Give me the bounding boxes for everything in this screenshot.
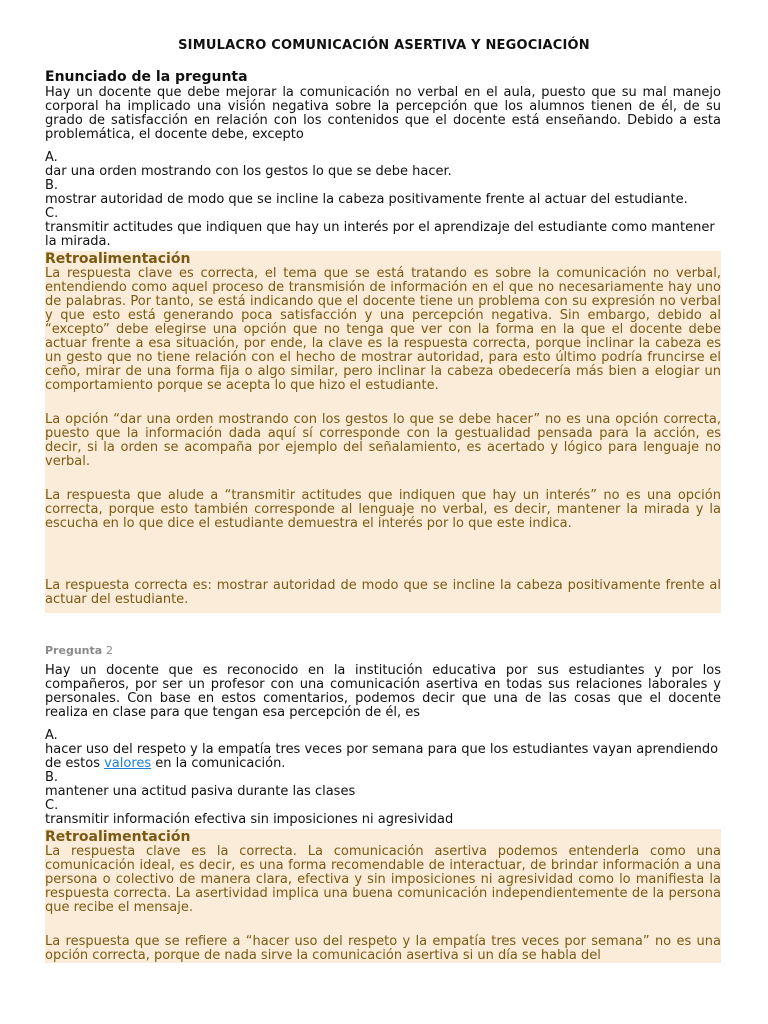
feedback-box bbox=[45, 251, 721, 613]
question-stem: Hay un docente que es reconocido en la institución educativa por sus estudiantes y por los compañeros, por ser un profesor con una comunicación asertiva en todas sus relaciones laborales y personales. Con base en estos comentarios, podemos decir que una de las cosas que el docente realiza en clase para que tengan esa percepción de él, es bbox=[45, 663, 721, 720]
option-c-letter: C. bbox=[45, 206, 59, 221]
option-b-text[interactable]: mantener una actitud pasiva durante las clases bbox=[45, 784, 356, 799]
feedback-paragraph-1: La respuesta clave es correcta, el tema que se está tratando es sobre la comunicación no verbal, entendiendo como aquel proceso de transmisión de información en el que no necesariamente hay uno de palabras. Por tanto, se está indicando que el docente tiene un problema con su expresión no verbal y que esto está generando poca satisfacción y una percepción negativa. Sin embargo, debido al “excepto” debe elegirse una opción que no tenga que ver con la forma en la que el docente debe actuar frente a esa situación, por ende, la clave es la respuesta correcta, porque inclinar la cabeza es un gesto que no tiene relación con el hecho de mostrar autoridad, para esto último podría fruncirse el ceño, mirar de una forma fija o algo similar, pero inclinar la cabeza obedecería más bien a elogiar un comportamiento porque se acepta lo que hizo el estudiante. bbox=[45, 266, 721, 393]
option-b-letter: B. bbox=[45, 770, 59, 785]
option-a-text-start: hacer uso del respeto y la empatía tres veces por semana para que los estudiantes vayan aprendiendo de estos bbox=[45, 742, 719, 771]
question-number: 2 bbox=[106, 644, 114, 657]
answer-options bbox=[45, 151, 721, 249]
option-b-text[interactable]: mostrar autoridad de modo que se incline la cabeza positivamente frente al actuar del estudiante. bbox=[45, 192, 688, 207]
feedback-paragraph-1: La respuesta clave es la correcta. La comunicación asertiva podemos entenderla como una comunicación ideal, es decir, es una forma recomendable de interactuar, de brindar información a una persona o colectivo de manera clara, efectiva y sin imposiciones ni agresividad como lo manifiesta la respuesta correcta. La asertividad implica una buena comunicación independientemente de la persona que recibe el mensaje. bbox=[45, 844, 721, 915]
document-title: SIMULACRO COMUNICACIÓN ASERTIVA Y NEGOCIACIÓN bbox=[178, 38, 590, 53]
question-label: Pregunta bbox=[45, 644, 103, 657]
option-a-letter: A. bbox=[45, 728, 58, 743]
feedback-heading: Retroalimentación bbox=[45, 251, 191, 267]
question-stem: Hay un docente que debe mejorar la comunicación no verbal en el aula, puesto que su mal manejo corporal ha implicado una visión negativa sobre la percepción que los alumnos tienen de él, de su grado de satisfacción en relación con los contenidos que el docente está enseñando. Debido a esta problemática, el docente debe, excepto bbox=[45, 85, 721, 142]
option-b-letter: B. bbox=[45, 178, 59, 193]
question-2 bbox=[45, 664, 721, 963]
option-c-text[interactable]: transmitir información efectiva sin imposiciones ni agresividad bbox=[45, 812, 454, 827]
question-2-label bbox=[45, 644, 113, 657]
feedback-heading: Retroalimentación bbox=[45, 829, 191, 845]
correct-answer-statement: La respuesta correcta es: mostrar autoridad de modo que se incline la cabeza positivamente frente al actuar del estudiante. bbox=[45, 578, 721, 607]
feedback-paragraph-3: La respuesta que alude a “transmitir actitudes que indiquen que hay un interés” no es una opción correcta, porque esto también corresponde al lenguaje no verbal, es decir, mantener la mirada y la escucha en lo que dice el estudiante demuestra el interés por lo que este indica. bbox=[45, 488, 721, 531]
option-a-letter: A. bbox=[45, 150, 58, 165]
option-c-text[interactable]: transmitir actitudes que indiquen que hay un interés por el aprendizaje del estudiante como mantener la mirada. bbox=[45, 220, 715, 249]
feedback-paragraph-2: La respuesta que se refiere a “hacer uso del respeto y la empatía tres veces por semana” no es una opción correcta, porque de nada sirve la comunicación asertiva si un día se habla del bbox=[45, 934, 721, 963]
question-heading: Enunciado de la pregunta bbox=[45, 69, 248, 85]
option-a-text[interactable]: dar una orden mostrando con los gestos lo que se debe hacer. bbox=[45, 164, 452, 179]
option-c-letter: C. bbox=[45, 798, 59, 813]
question-1 bbox=[45, 68, 721, 613]
feedback-box bbox=[45, 829, 721, 963]
valores-link[interactable]: valores bbox=[104, 756, 152, 771]
answer-options bbox=[45, 729, 721, 827]
option-a-text-end: en la comunicación. bbox=[151, 756, 286, 771]
option-a-text[interactable] bbox=[45, 743, 721, 771]
feedback-paragraph-2: La opción “dar una orden mostrando con los gestos lo que se debe hacer” no es una opción correcta, puesto que la información dada aquí sí corresponde con la gestualidad pensada para la acción, es decir, si la orden se acompaña por ejemplo del señalamiento, es acertado y lógico para lenguaje no verbal. bbox=[45, 412, 721, 469]
